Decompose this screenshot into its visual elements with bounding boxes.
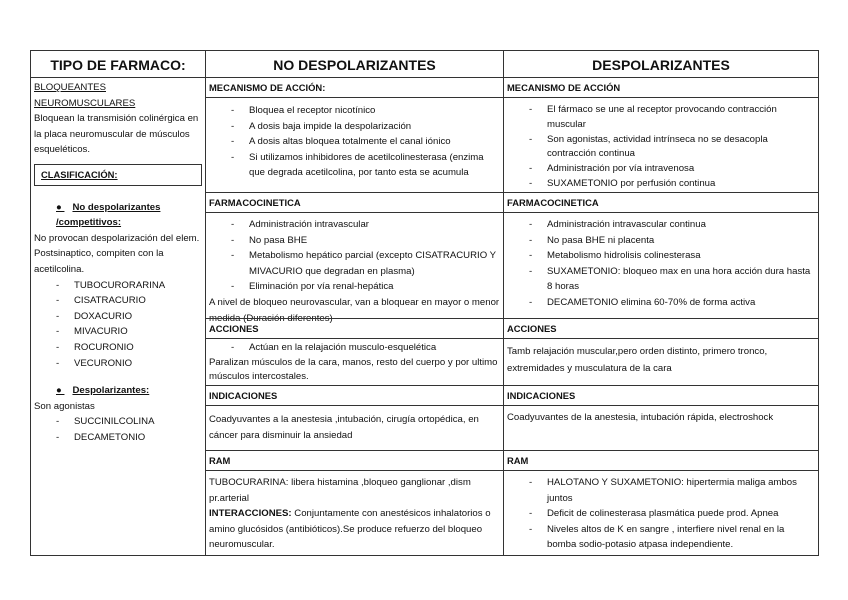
- nodesp-title: ● No despolarizantes /competitivos:: [56, 201, 161, 229]
- list-item: - Administración intravascular: [209, 217, 500, 233]
- d-indicaciones-title: INDICACIONES: [503, 385, 819, 406]
- interacciones-label: INTERACCIONES:: [209, 508, 292, 520]
- nd-acciones-note: Paralizan músculos de la cara, manos, resto del cuerpo y por ultimo músculos intercostales.: [209, 356, 498, 382]
- nd-ram-title: RAM: [205, 450, 504, 471]
- desp-title-text: Despolarizantes:: [72, 385, 150, 397]
- d-mecanismo-cell: [503, 97, 819, 193]
- nd-farmaco-title: FARMACOCINETICA: [205, 192, 504, 213]
- list-item: - Bloquea el receptor nicotínico: [209, 103, 500, 119]
- list-item: - Si utilizamos inhibidores de acetilcolinesterasa (enzima que degrada acetilcolina, por tanto esta se acumula: [209, 150, 500, 181]
- nd-interacciones: [209, 506, 500, 553]
- header-despolarizantes: DESPOLARIZANTES: [503, 50, 819, 78]
- list-item: - ROCURONIO: [34, 340, 202, 356]
- nd-farmaco-note: A nivel de bloqueo neurovascular, van a bloquear en mayor o menor medida (Duración diferentes): [209, 296, 500, 324]
- header-no-despolarizantes: NO DESPOLARIZANTES: [205, 50, 504, 78]
- list-item: - Administración intravascular continua: [507, 217, 815, 233]
- clasificacion-box: CLASIFICACIÓN:: [34, 164, 202, 186]
- nd-ram-cell: [205, 470, 504, 556]
- list-item: - Eliminación por vía renal-hepática: [209, 279, 500, 295]
- list-item: - VECURONIO: [34, 356, 202, 372]
- nd-acciones-title: ACCIONES: [205, 318, 504, 339]
- list-item: - A dosis altas bloquea totalmente el canal iónico: [209, 134, 500, 150]
- list-item: - DECAMETONIO: [34, 430, 202, 446]
- d-mecanismo-title: MECANISMO DE ACCIÓN: [503, 77, 819, 98]
- d-acciones-cell: Tamb relajación muscular,pero orden distinto, primero tronco, extremidades y musculatura de la cara: [503, 338, 819, 386]
- desp-description: Son agonistas: [34, 400, 95, 412]
- nodesp-list: [34, 278, 202, 372]
- list-item: - SUXAMETONIO por perfusión continua: [507, 177, 815, 192]
- nd-farmaco-cell: [205, 212, 504, 324]
- list-item: - No pasa BHE ni placenta: [507, 233, 815, 249]
- nd-indicaciones-cell: Coadyuvantes a la anestesia ,intubación, cirugía ortopédica, en cáncer para disminuir la ansiedad: [205, 405, 504, 451]
- list-item: - SUXAMETONIO: bloqueo max en una hora acción dura hasta 8 horas: [507, 264, 815, 295]
- desp-list: [34, 414, 202, 445]
- list-item: - Son agonistas, actividad intrínseca no se desacopla contracción continua: [507, 133, 815, 163]
- list-item: - HALOTANO Y SUXAMETONIO: hipertermia maliga ambos juntos: [507, 475, 815, 506]
- list-item: - CISATRACURIO: [34, 293, 202, 309]
- list-item: - TUBOCURORARINA: [34, 278, 202, 294]
- list-item: - MIVACURIO: [34, 324, 202, 340]
- d-ram-title: RAM: [503, 450, 819, 471]
- d-indicaciones-cell: Coadyuvantes de la anestesia, intubación rápida, electroshock: [503, 405, 819, 451]
- d-farmaco-cell: [503, 212, 819, 319]
- desp-title: ● Despolarizantes:: [56, 385, 150, 397]
- header-tipo: TIPO DE FARMACO:: [30, 50, 206, 78]
- nd-ram-text: TUBOCURARINA: libera histamina ,bloqueo ganglionar ,dism pr.arterial: [209, 477, 471, 504]
- interacciones-text: Conjuntamente con anestésicos inhalatorios o amino glucósidos (antibióticos).Se produce refuerzo del bloqueo neuromuscular.: [209, 508, 491, 551]
- left-title: BLOQUEANTES NEUROMUSCULARES: [34, 82, 136, 109]
- left-column: [30, 77, 206, 556]
- d-acciones-title: ACCIONES: [503, 318, 819, 339]
- list-item: - Metabolismo hidrolisis colinesterasa: [507, 248, 815, 264]
- nodesp-title-text: No despolarizantes /competitivos:: [56, 201, 161, 229]
- list-item: - Metabolismo hepático parcial (excepto CISATRACURIO Y MIVACURIO que degradan en plasma): [209, 248, 500, 279]
- list-item: - No pasa BHE: [209, 233, 500, 249]
- list-item: - El fármaco se une al receptor provocando contracción muscular: [507, 103, 815, 133]
- list-item: - DOXACURIO: [34, 309, 202, 325]
- list-item: - Administración por vía intravenosa: [507, 162, 815, 177]
- nd-mecanismo-cell: [205, 97, 504, 193]
- list-item: - Niveles altos de K en sangre , interfiere nivel renal en la bomba sodio-potasio atpasa independiente.: [507, 522, 815, 553]
- nd-mecanismo-title: MECANISMO DE ACCIÓN:: [205, 77, 504, 98]
- list-item: - A dosis baja impide la despolarización: [209, 119, 500, 135]
- d-ram-cell: [503, 470, 819, 556]
- d-farmaco-title: FARMACOCINETICA: [503, 192, 819, 213]
- left-description: Bloquean la transmisión colinérgica en la placa neuromuscular de músculos esqueléticos.: [34, 113, 199, 156]
- list-item: - DECAMETONIO elimina 60-70% de forma activa: [507, 295, 815, 311]
- list-item: - Deficit de colinesterasa plasmática puede prod. Apnea: [507, 506, 815, 522]
- list-item: - SUCCINILCOLINA: [34, 414, 202, 430]
- nd-acciones-cell: [205, 338, 504, 386]
- nd-indicaciones-title: INDICACIONES: [205, 385, 504, 406]
- list-item: - Actúan en la relajación musculo-esquelética: [209, 341, 500, 356]
- nodesp-description: No provocan despolarización del elem. Postsinaptico, compiten con la acetilcolina.: [34, 232, 200, 275]
